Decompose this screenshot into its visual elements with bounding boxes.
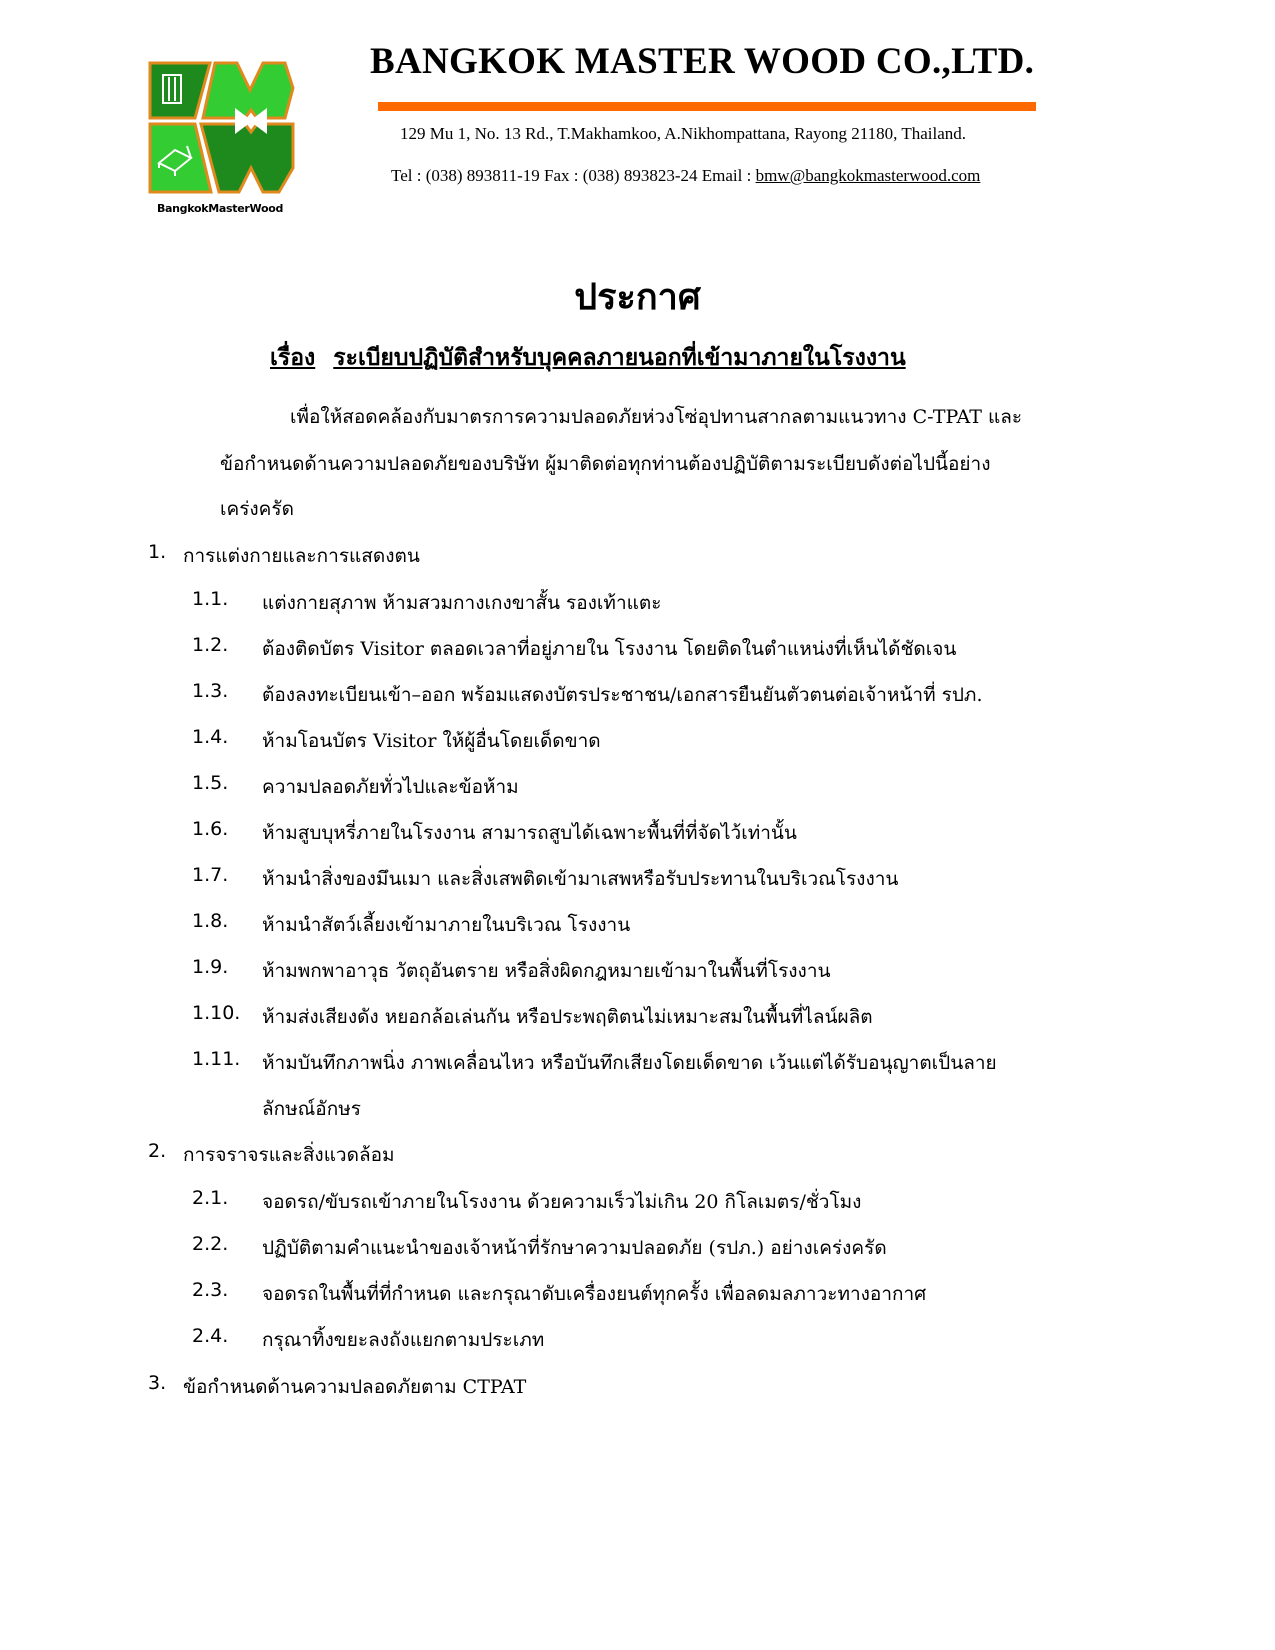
- item-number: 1.9.: [192, 956, 229, 978]
- company-address: 129 Mu 1, No. 13 Rd., T.Makhamkoo, A.Nikhompattana, Rayong 21180, Thailand.: [400, 124, 966, 143]
- item-number: 1.7.: [192, 864, 229, 886]
- logo-caption: BangkokMasterWood: [156, 202, 284, 215]
- contact-phone-fax: Tel : (038) 893811-19 Fax : (038) 893823-24 Email :: [391, 166, 756, 185]
- company-name: BANGKOK MASTER WOOD CO.,LTD.: [370, 41, 1035, 82]
- email-link[interactable]: bmw@bangkokmasterwood.com: [755, 166, 981, 185]
- item-number: 1.3.: [192, 680, 229, 702]
- item-text: ต้องติดบัตร Visitor ตลอดเวลาที่อยู่ภายใน โรงงาน โดยติดในตำแหน่งที่เห็นได้ชัดเจน: [262, 638, 957, 660]
- item-text: จอดรถ/ขับรถเข้าภายในโรงงาน ด้วยความเร็วไม่เกิน 20 กิโลเมตร/ชั่วโมง: [262, 1191, 862, 1213]
- section-title: ข้อกำหนดด้านความปลอดภัยตาม CTPAT: [183, 1376, 527, 1398]
- header-divider: [378, 102, 1036, 111]
- item-number: 1.1.: [192, 588, 229, 610]
- item-text: ต้องลงทะเบียนเข้า–ออก พร้อมแสดงบัตรประชาชน/เอกสารยืนยันตัวตนต่อเจ้าหน้าที่ รปภ.: [262, 684, 983, 706]
- item-number: 2.3.: [192, 1279, 229, 1301]
- item-text: ห้ามโอนบัตร Visitor ให้ผู้อื่นโดยเด็ดขาด: [262, 730, 601, 752]
- item-text: ห้ามนำสิ่งของมึนเมา และสิ่งเสพติดเข้ามาเสพหรือรับประทานในบริเวณโรงงาน: [262, 868, 899, 890]
- intro-line-1: เพื่อให้สอดคล้องกับมาตรการความปลอดภัยห่วงโซ่อุปทานสากลตามแนวทาง C-TPAT และ: [290, 406, 1023, 428]
- list-item-continuation: ลักษณ์อักษร: [262, 1098, 361, 1120]
- document-subject: [270, 340, 1010, 376]
- subject-label: เรื่อง: [270, 344, 316, 371]
- section-title: การจราจรและสิ่งแวดล้อม: [183, 1144, 395, 1166]
- item-number: 1.6.: [192, 818, 229, 840]
- item-number: 1.2.: [192, 634, 229, 656]
- intro-line-3: เคร่งครัด: [220, 498, 294, 520]
- item-number: 1.11.: [192, 1048, 241, 1070]
- item-number: 2.1.: [192, 1187, 229, 1209]
- section-number: 3.: [148, 1372, 167, 1394]
- item-number: 1.10.: [192, 1002, 241, 1024]
- item-text: แต่งกายสุภาพ ห้ามสวมกางเกงขาสั้น รองเท้าแตะ: [262, 592, 662, 614]
- company-contact: [391, 166, 1111, 186]
- section-number: 2.: [148, 1140, 167, 1162]
- section-number: 1.: [148, 541, 167, 563]
- item-text: ห้ามพกพาอาวุธ วัตถุอันตราย หรือสิ่งผิดกฎหมายเข้ามาในพื้นที่โรงงาน: [262, 960, 831, 982]
- company-logo: [145, 58, 295, 215]
- item-text: ห้ามบันทึกภาพนิ่ง ภาพเคลื่อนไหว หรือบันทึกเสียงโดยเด็ดขาด เว้นแต่ได้รับอนุญาตเป็นลาย: [262, 1052, 997, 1074]
- item-number: 2.2.: [192, 1233, 229, 1255]
- document-title: ประกาศ: [574, 276, 701, 318]
- item-number: 2.4.: [192, 1325, 229, 1347]
- item-text: ห้ามสูบบุหรี่ภายในโรงงาน สามารถสูบได้เฉพาะพื้นที่ที่จัดไว้เท่านั้น: [262, 822, 797, 844]
- item-number: 1.4.: [192, 726, 229, 748]
- section-title: การแต่งกายและการแสดงตน: [183, 545, 420, 567]
- item-text: จอดรถในพื้นที่ที่กำหนด และกรุณาดับเครื่องยนต์ทุกครั้ง เพื่อลดมลภาวะทางอากาศ: [262, 1283, 927, 1305]
- intro-line-2: ข้อกำหนดด้านความปลอดภัยของบริษัท ผู้มาติดต่อทุกท่านต้องปฏิบัติตามระเบียบดังต่อไปนี้อย่าง: [220, 453, 991, 475]
- item-text: กรุณาทิ้งขยะลงถังแยกตามประเภท: [262, 1329, 545, 1351]
- item-text: ห้ามนำสัตว์เลี้ยงเข้ามาภายในบริเวณ โรงงาน: [262, 914, 631, 936]
- item-number: 1.8.: [192, 910, 229, 932]
- item-text: ความปลอดภัยทั่วไปและข้อห้าม: [262, 776, 519, 798]
- item-text: ปฏิบัติตามคำแนะนำของเจ้าหน้าที่รักษาความปลอดภัย (รปภ.) อย่างเคร่งครัด: [262, 1237, 887, 1259]
- subject-text: ระเบียบปฏิบัติสำหรับบุคคลภายนอกที่เข้ามาภายในโรงงาน: [333, 344, 906, 371]
- item-number: 1.5.: [192, 772, 229, 794]
- item-text: ห้ามส่งเสียงดัง หยอกล้อเล่นกัน หรือประพฤติตนไม่เหมาะสมในพื้นที่ไลน์ผลิต: [262, 1006, 873, 1028]
